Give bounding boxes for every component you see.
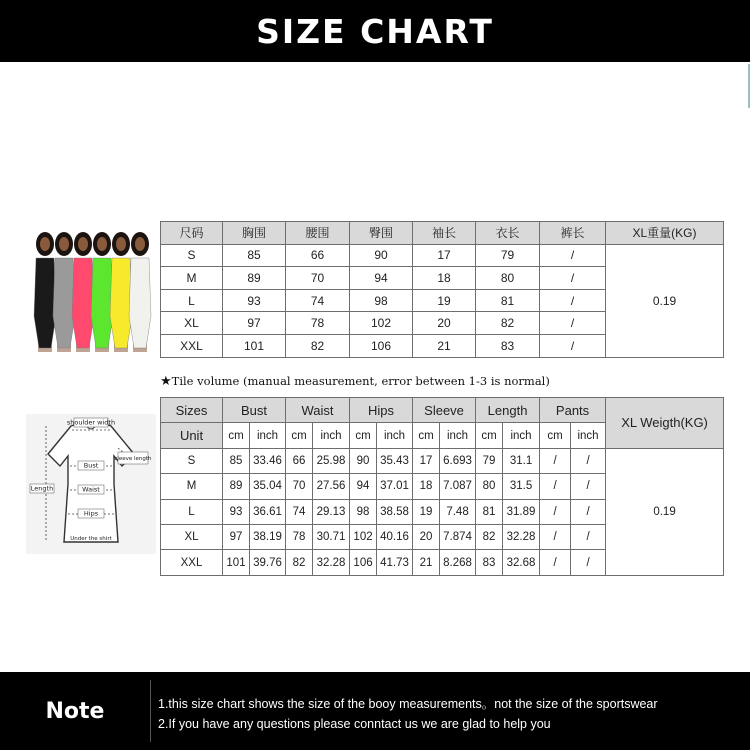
model-figure: [110, 232, 132, 352]
table-cell: 20: [413, 524, 440, 549]
table-cell: 32.68: [503, 550, 540, 575]
unit-cell: cm: [350, 423, 377, 448]
table-cell: L: [161, 289, 223, 312]
star-icon: ★: [160, 374, 172, 389]
table-cell: 101: [223, 334, 286, 357]
table-cell: 82: [476, 524, 503, 549]
table-cell: 7.087: [440, 474, 476, 499]
table-cell: 106: [350, 334, 413, 357]
diagram-waist-label: Waist: [82, 485, 100, 494]
table-cn-header-cell: 腰围: [286, 222, 350, 245]
table-cell: /: [540, 312, 606, 335]
table-cell: /: [540, 267, 606, 290]
table-cell: /: [571, 474, 606, 499]
table-cell: 74: [286, 499, 313, 524]
diagram-under-label: Under the shirt: [70, 536, 112, 542]
table-cell: 35.43: [377, 448, 413, 473]
table-cell: 40.16: [377, 524, 413, 549]
table-cell: 30.71: [313, 524, 350, 549]
table-cell: 7.48: [440, 499, 476, 524]
table-cell: 78: [286, 524, 313, 549]
table-cell: 97: [223, 524, 250, 549]
table-cell: 38.19: [250, 524, 286, 549]
note-label: Note: [45, 698, 105, 724]
diagram-sleeve-label: sleeve length: [114, 456, 152, 462]
table-cell: XXL: [161, 334, 223, 357]
table-cell: /: [571, 550, 606, 575]
note-divider: [150, 680, 151, 742]
unit-label-cell: Unit: [161, 423, 223, 448]
table-cell: 83: [476, 550, 503, 575]
table-cell: /: [540, 244, 606, 267]
table-cell: 21: [413, 334, 476, 357]
table-cell: 33.46: [250, 448, 286, 473]
table-cell: 80: [476, 267, 540, 290]
table-cell: 19: [413, 499, 440, 524]
table-en-header-cell: Sleeve: [413, 398, 476, 423]
table-cell: 74: [286, 289, 350, 312]
table-cell: 90: [350, 448, 377, 473]
table-cell: 35.04: [250, 474, 286, 499]
table-en-header-cell: Hips: [350, 398, 413, 423]
table-cell: 106: [350, 550, 377, 575]
table-cell: 85: [223, 244, 286, 267]
tile-note-text: Tile volume (manual measurement, error between 1-3 is normal): [171, 374, 550, 388]
table-cell: 89: [223, 474, 250, 499]
unit-cell: inch: [503, 423, 540, 448]
table-cell: 31.89: [503, 499, 540, 524]
unit-cell: inch: [571, 423, 606, 448]
table-cell: 66: [286, 448, 313, 473]
table-cell: 19: [413, 289, 476, 312]
table-row: [161, 244, 724, 267]
diagram-hips-label: Hips: [83, 509, 99, 518]
table-cell: 93: [223, 499, 250, 524]
garment-measurement-diagram: [26, 414, 156, 554]
table-en-header-cell: Waist: [286, 398, 350, 423]
table-cell: XL: [161, 312, 223, 335]
table-cell: 83: [476, 334, 540, 357]
table-cell: 78: [286, 312, 350, 335]
table-cell: S: [161, 244, 223, 267]
table-cell: /: [571, 448, 606, 473]
table-cell: /: [540, 474, 571, 499]
diagram-shoulder-label: shoulder width: [66, 418, 116, 427]
table-cn-header-cell: XL重量(KG): [606, 222, 724, 245]
table-cell: 81: [476, 289, 540, 312]
page-title: SIZE CHART: [256, 11, 494, 51]
table-cell: 38.58: [377, 499, 413, 524]
table-cell: 102: [350, 312, 413, 335]
table-en-header-cell: XL Weigth(KG): [606, 398, 724, 449]
table-cell: 20: [413, 312, 476, 335]
table-cell: 6.693: [440, 448, 476, 473]
unit-cell: inch: [377, 423, 413, 448]
table-en-header-cell: Sizes: [161, 398, 223, 423]
weight-cell: 0.19: [606, 448, 724, 575]
table-cell: 70: [286, 474, 313, 499]
weight-cell: 0.19: [606, 244, 724, 357]
table-cell: 85: [223, 448, 250, 473]
table-cell: /: [540, 524, 571, 549]
unit-cell: cm: [540, 423, 571, 448]
table-cell: 31.1: [503, 448, 540, 473]
unit-cell: cm: [413, 423, 440, 448]
note-line-2: 2.If you have any questions please conntact us we are glad to help you: [158, 717, 551, 731]
table-cell: 27.56: [313, 474, 350, 499]
table-en-header-cell: Pants: [540, 398, 606, 423]
table-cell: 32.28: [503, 524, 540, 549]
page-header: [0, 0, 750, 62]
unit-cell: cm: [286, 423, 313, 448]
table-cell: /: [540, 448, 571, 473]
table-cell: 98: [350, 289, 413, 312]
table-cell: 82: [286, 550, 313, 575]
table-cn-header-cell: 臀围: [350, 222, 413, 245]
table-cell: XL: [161, 524, 223, 549]
table-cell: /: [571, 499, 606, 524]
unit-cell: cm: [223, 423, 250, 448]
model-figure: [91, 232, 113, 352]
table-cell: 97: [223, 312, 286, 335]
diagram-bust-label: Bust: [83, 461, 99, 470]
table-cell: 21: [413, 550, 440, 575]
table-cell: M: [161, 474, 223, 499]
table-cn-header-cell: 衣长: [476, 222, 540, 245]
unit-cell: inch: [250, 423, 286, 448]
table-cn-header-row: [161, 222, 724, 245]
table-cell: /: [540, 289, 606, 312]
table-en-header-row: [161, 398, 724, 423]
table-cell: 82: [286, 334, 350, 357]
table-cell: 18: [413, 267, 476, 290]
table-cell: 41.73: [377, 550, 413, 575]
tile-volume-note: [160, 374, 550, 389]
table-cell: 79: [476, 244, 540, 267]
diagram-length-label: Length: [30, 484, 54, 493]
table-cell: 66: [286, 244, 350, 267]
table-cell: 8.268: [440, 550, 476, 575]
table-cell: 82: [476, 312, 540, 335]
table-cn-header-cell: 袖长: [413, 222, 476, 245]
table-cell: 29.13: [313, 499, 350, 524]
table-cell: 94: [350, 474, 377, 499]
note-footer: [0, 672, 750, 750]
model-figure: [53, 232, 75, 352]
table-cell: L: [161, 499, 223, 524]
table-cell: 93: [223, 289, 286, 312]
table-cell: /: [540, 499, 571, 524]
table-cell: 101: [223, 550, 250, 575]
size-table-en: [160, 397, 724, 576]
table-cell: 17: [413, 448, 440, 473]
table-cell: /: [540, 550, 571, 575]
table-cell: 79: [476, 448, 503, 473]
table-cell: 81: [476, 499, 503, 524]
table-cell: M: [161, 267, 223, 290]
table-cell: 70: [286, 267, 350, 290]
table-cell: 31.5: [503, 474, 540, 499]
table-cell: 32.28: [313, 550, 350, 575]
table-cell: 7.874: [440, 524, 476, 549]
table-cell: 18: [413, 474, 440, 499]
table-en-header-cell: Bust: [223, 398, 286, 423]
table-row: [161, 448, 724, 473]
table-cn-header-cell: 尺码: [161, 222, 223, 245]
table-cell: 89: [223, 267, 286, 290]
table-cell: 37.01: [377, 474, 413, 499]
model-figure: [34, 232, 56, 352]
table-cn-header-cell: 裤长: [540, 222, 606, 245]
unit-cell: inch: [313, 423, 350, 448]
table-cell: S: [161, 448, 223, 473]
table-cell: /: [540, 334, 606, 357]
table-en-header-cell: Length: [476, 398, 540, 423]
model-figure: [129, 232, 151, 352]
unit-cell: inch: [440, 423, 476, 448]
table-cell: 94: [350, 267, 413, 290]
table-cn-header-cell: 胸围: [223, 222, 286, 245]
table-cell: 36.61: [250, 499, 286, 524]
size-table-cn: [160, 221, 724, 358]
table-cell: 98: [350, 499, 377, 524]
table-cell: 90: [350, 244, 413, 267]
table-cell: 102: [350, 524, 377, 549]
table-cell: /: [571, 524, 606, 549]
table-cell: 17: [413, 244, 476, 267]
unit-cell: cm: [476, 423, 503, 448]
product-models-image: [26, 226, 156, 356]
model-figure: [72, 232, 94, 352]
note-line-1: 1.this size chart shows the size of the booy measurements。not the size of the sportswear: [158, 697, 658, 711]
note-lines: [158, 694, 658, 734]
table-cell: 39.76: [250, 550, 286, 575]
table-cell: XXL: [161, 550, 223, 575]
table-cell: 25.98: [313, 448, 350, 473]
table-cell: 80: [476, 474, 503, 499]
